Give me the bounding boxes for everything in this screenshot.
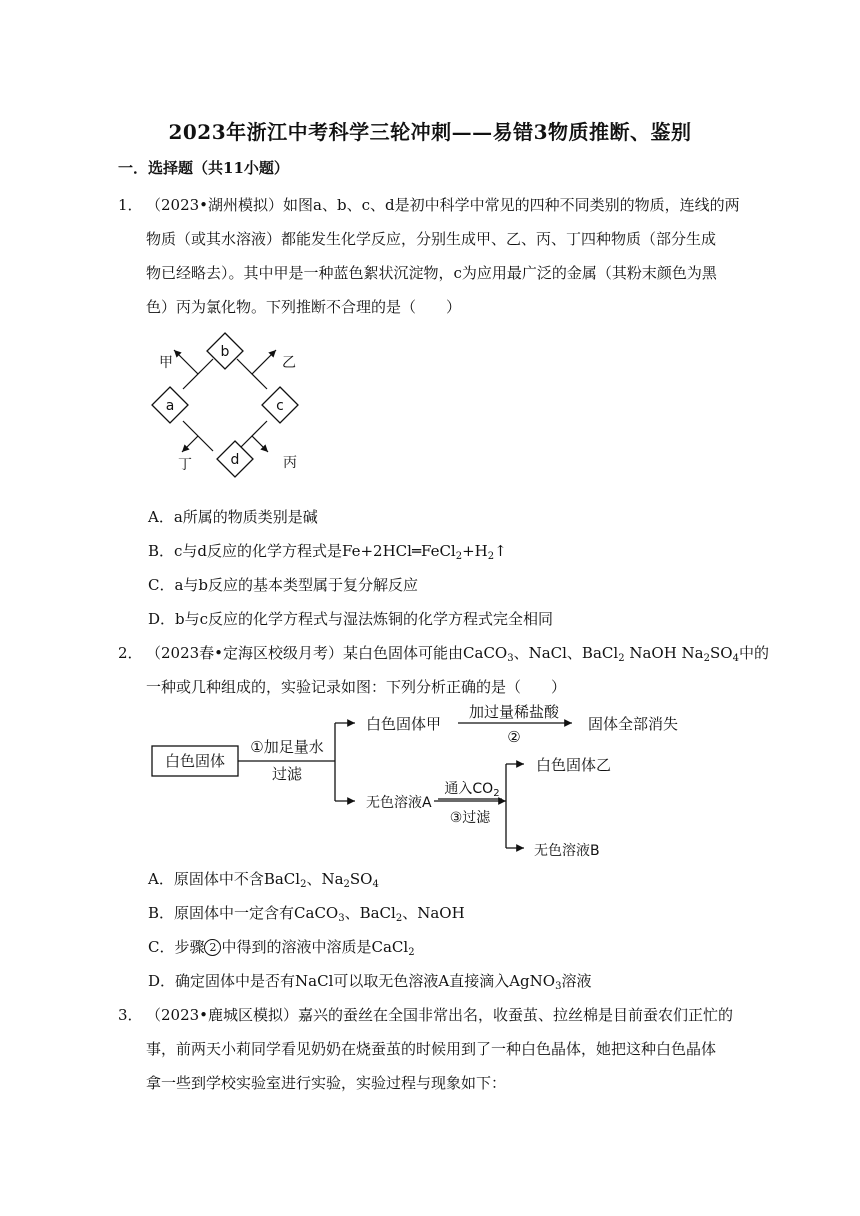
q1-line-3: 物已经略去）。其中甲是一种蓝色絮状沉淀物，c为应用最广泛的金属（其粉末颜色为黑 xyxy=(146,264,717,282)
q3-stem xyxy=(146,998,733,1100)
page-title: 2023年浙江中考科学三轮冲刺——易错3物质推断、鉴别 xyxy=(168,120,692,144)
q1-option-d: D．b与c反应的化学方程式与湿法炼铜的化学方程式完全相同 xyxy=(148,610,554,628)
text-step3-top: 通入$CO_2$ xyxy=(444,781,500,799)
arrow-bing xyxy=(252,436,268,452)
label-yi: 乙 xyxy=(282,355,296,371)
arrow-ding xyxy=(182,436,198,452)
q2-option-b: B．原固体中一定含有CaCO$_3$、BaCl$_2$、NaOH xyxy=(148,904,465,924)
text-white-solid: 白色固体 xyxy=(164,752,226,770)
text-step1-bottom: 过滤 xyxy=(271,765,303,783)
q1-number: 1． xyxy=(118,196,143,214)
q2-option-c: C．步骤 2 中得到的溶液中溶质是CaCl$_2$ xyxy=(148,938,415,958)
q2-flowchart xyxy=(140,702,740,868)
q3-line-2: 事，前两天小莉同学看见奶奶在烧蚕茧的时候用到了一种白色晶体，她把这种白色晶体 xyxy=(146,1040,717,1058)
text-step3-bottom: ③过滤 xyxy=(449,810,491,826)
text-step1-top: ①加足量水 xyxy=(250,738,324,756)
q1-line-4: 色）丙为氯化物。下列推断不合理的是（ ） xyxy=(146,298,462,316)
q2-line-1: （2023春•定海区校级月考）某白色固体可能由CaCO$_3$、NaCl、BaCl$_2$ NaOH $Na_2SO_4$中的 xyxy=(146,644,769,664)
text-solid-jia: 白色固体甲 xyxy=(366,715,442,733)
q1-line-2: 物质（或其水溶液）都能发生化学反应，分别生成甲、乙、丙、丁四种物质（部分生成 xyxy=(146,230,717,248)
text-solution-a: 无色溶液A xyxy=(366,795,432,811)
q1-option-b: B．c与d反应的化学方程式是$Fe+2HCl═FeCl_2+H_2↑$ xyxy=(148,542,507,562)
label-a: a xyxy=(165,398,175,414)
text-step2-bottom: ② xyxy=(507,728,521,746)
q1-option-c: C．a与b反应的基本类型属于复分解反应 xyxy=(148,576,419,594)
text-solid-yi: 白色固体乙 xyxy=(536,756,612,774)
label-b: b xyxy=(220,344,230,360)
q1-diagram xyxy=(140,325,340,485)
label-bing: 丙 xyxy=(283,455,297,471)
q3-line-3: 拿一些到学校实验室进行实验，实验过程与现象如下： xyxy=(146,1074,507,1092)
q2-line-2: 一种或几种组成的，实验记录如图：下列分析正确的是（ ） xyxy=(146,678,567,696)
q3-number: 3． xyxy=(118,1006,143,1024)
label-jia: 甲 xyxy=(159,355,173,371)
q2-option-a: A．原固体中不含BaCl$_2$、$Na_2SO_4$ xyxy=(148,870,379,890)
circled-step-number: 2 xyxy=(204,939,221,956)
q3-line-1: （2023•鹿城区模拟）嘉兴的蚕丝在全国非常出名，收蚕茧、拉丝棉是目前蚕农们正忙的 xyxy=(146,1006,734,1024)
arrow-yi xyxy=(252,350,276,374)
q1-stem xyxy=(146,188,740,324)
label-d: d xyxy=(230,452,240,468)
text-step2-top: 加过量稀盐酸 xyxy=(468,703,560,721)
q2-number: 2． xyxy=(118,644,143,662)
arrow-jia xyxy=(174,350,198,374)
text-solution-b: 无色溶液B xyxy=(534,843,600,859)
q2-stem xyxy=(146,636,769,704)
text-result2: 固体全部消失 xyxy=(588,715,679,733)
q1-line-1: （2023•湖州模拟）如图a、b、c、d是初中科学中常见的四种不同类别的物质，连线的两 xyxy=(146,196,740,214)
label-c: c xyxy=(276,398,284,414)
label-ding: 丁 xyxy=(178,457,192,473)
q2-option-d: D．确定固体中是否有NaCl可以取无色溶液A直接滴入AgNO$_3$溶液 xyxy=(148,972,592,992)
section-heading: 一．选择题（共11小题） xyxy=(118,159,289,177)
q1-option-a: A．a所属的物质类别是碱 xyxy=(148,508,318,526)
